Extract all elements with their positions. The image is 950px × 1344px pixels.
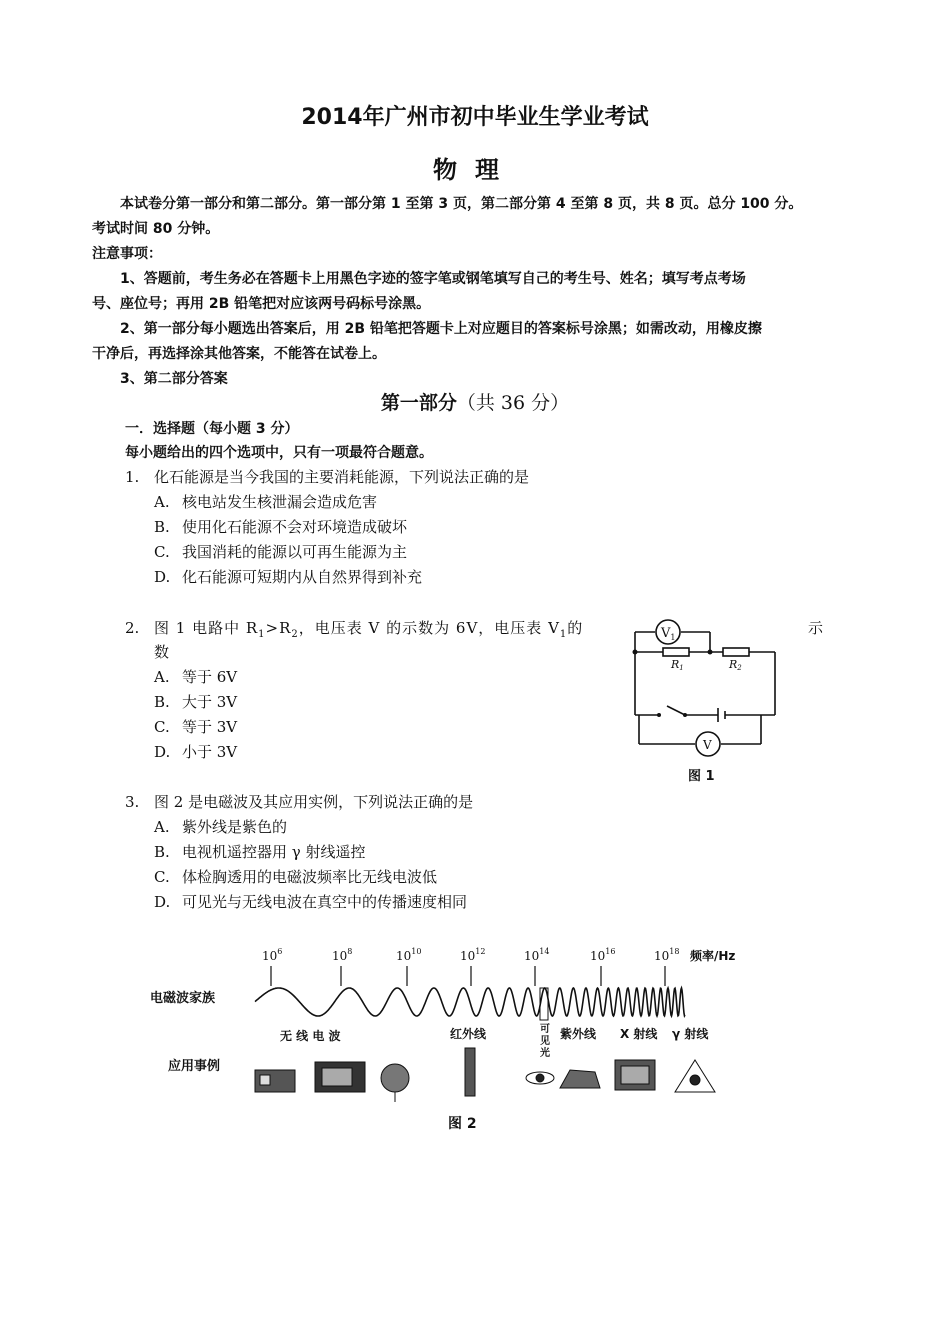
part1-score: （共 36 分） bbox=[456, 392, 570, 414]
option-d[interactable] bbox=[154, 740, 237, 765]
option-text: 等于 6V bbox=[182, 668, 238, 686]
svg-text:V: V bbox=[703, 738, 712, 752]
band-radio: 无 线 电 波 bbox=[280, 1029, 341, 1043]
band-gamma: γ 射线 bbox=[672, 1027, 709, 1041]
option-text: 核电站发生核泄漏会造成危害 bbox=[182, 493, 378, 511]
intro-line2: 考试时间 80 分钟。 bbox=[92, 221, 220, 237]
band-uv: 紫外线 bbox=[560, 1027, 597, 1041]
freq-label: $10^{18}$ bbox=[654, 947, 680, 963]
figure-2-spectrum bbox=[130, 930, 770, 1140]
part1-title: 第一部分 bbox=[380, 392, 457, 414]
band-infrared: 红外线 bbox=[450, 1027, 487, 1041]
option-c[interactable] bbox=[154, 715, 237, 740]
option-text: 电视机遥控器用 γ 射线遥控 bbox=[182, 843, 366, 861]
option-text: 可见光与无线电波在真空中的传播速度相同 bbox=[182, 893, 468, 911]
remote-control-icon bbox=[465, 1048, 475, 1096]
question-text: 图 1 电路中 $R_1>R_2$，电压表 V 的示数为 6V，电压表 $V_1$的 bbox=[154, 619, 584, 640]
band-visible: 光 bbox=[540, 1048, 550, 1059]
part1-heading bbox=[0, 388, 950, 415]
freq-label: $10^{10}$ bbox=[396, 947, 422, 963]
subject-title: 物理 bbox=[433, 156, 517, 184]
option-letter: C. bbox=[154, 718, 170, 736]
option-letter: A. bbox=[154, 668, 170, 686]
option-a[interactable] bbox=[154, 815, 287, 840]
option-letter: C. bbox=[154, 868, 170, 886]
option-a[interactable] bbox=[154, 665, 237, 690]
section-instruction: 每小题给出的四个选项中，只有一项最符合题意。 bbox=[125, 445, 433, 461]
option-letter: D. bbox=[154, 568, 171, 586]
option-letter: A. bbox=[154, 818, 170, 836]
note1-line2: 号、座位号；再用 2B 铅笔把对应该两号码标号涂黑。 bbox=[92, 296, 431, 312]
freq-label: $10^{12}$ bbox=[460, 947, 486, 963]
option-text: 等于 3V bbox=[182, 718, 238, 736]
option-letter: D. bbox=[154, 893, 171, 911]
question-text: 图 2 是电磁波及其应用实例，下列说法正确的是 bbox=[154, 793, 474, 811]
freq-unit-label: 频率/Hz bbox=[690, 949, 736, 963]
band-visible: 可 bbox=[540, 1024, 550, 1035]
freq-label: $10^8$ bbox=[332, 947, 353, 963]
freq-label: $10^6$ bbox=[262, 947, 283, 963]
option-d[interactable] bbox=[154, 565, 422, 590]
option-letter: B. bbox=[154, 518, 170, 536]
question-number: 2. bbox=[125, 619, 140, 637]
freq-label: $10^{16}$ bbox=[590, 947, 616, 963]
intro-line1: 本试卷分第一部分和第二部分。第一部分第 1 至第 3 页，第二部分第 4 至第 8 页，共 8 页。总分 100 分。 bbox=[120, 196, 803, 212]
option-text: 我国消耗的能源以可再生能源为主 bbox=[182, 543, 408, 561]
option-letter: A. bbox=[154, 493, 170, 511]
note2-line1: 2、第一部分每小题选出答案后，用 2B 铅笔把答题卡上对应题目的答案标号涂黑；如需改动，用橡皮擦 bbox=[120, 321, 762, 337]
option-text: 体检胸透用的电磁波频率比无线电波低 bbox=[182, 868, 438, 886]
exam-title: 2014年广州市初中毕业生学业考试 bbox=[301, 105, 649, 130]
svg-text:R2: R2 bbox=[729, 658, 742, 672]
option-text: 化石能源可短期内从自然界得到补充 bbox=[182, 568, 423, 586]
question-text-line2: 数 bbox=[154, 643, 170, 661]
satellite-dish-icon bbox=[381, 1064, 409, 1092]
option-c[interactable] bbox=[154, 865, 437, 890]
option-c[interactable] bbox=[154, 540, 407, 565]
option-b[interactable] bbox=[154, 840, 366, 865]
band-visible: 见 bbox=[540, 1036, 550, 1047]
row-label-wave: 电磁波家族 bbox=[150, 991, 216, 1006]
option-b[interactable] bbox=[154, 690, 237, 715]
note3: 3、第二部分答案 bbox=[120, 371, 228, 387]
option-a[interactable] bbox=[154, 490, 377, 515]
wave-curve bbox=[255, 988, 685, 1016]
question-text-continued: 示 bbox=[808, 619, 824, 637]
option-text: 大于 3V bbox=[182, 693, 238, 711]
banknote-detector-icon bbox=[560, 1070, 600, 1088]
option-text: 使用化石能源不会对环境造成破坏 bbox=[182, 518, 408, 536]
question-text: 化石能源是当今我国的主要消耗能源，下列说法正确的是 bbox=[154, 468, 530, 486]
note1-line1: 1、答题前，考生务必在答题卡上用黑色字迹的签字笔或钢笔填写自己的考生号、姓名；填写考点考场 bbox=[120, 271, 746, 287]
option-b[interactable] bbox=[154, 515, 407, 540]
question-number: 3. bbox=[125, 793, 140, 811]
option-letter: C. bbox=[154, 543, 170, 561]
note2-line2: 干净后，再选择涂其他答案，不能答在试卷上。 bbox=[92, 346, 386, 362]
svg-text:V1: $V_1$ bbox=[661, 626, 676, 642]
freq-label: $10^{14}$ bbox=[524, 947, 550, 963]
figure-1-caption: 图 1 bbox=[688, 769, 715, 784]
option-letter: B. bbox=[154, 693, 170, 711]
notes-title: 注意事项： bbox=[92, 246, 162, 262]
resistor-r2 bbox=[723, 648, 749, 656]
band-xray: X 射线 bbox=[620, 1027, 658, 1041]
option-text: 小于 3V bbox=[182, 743, 238, 761]
resistor-r1 bbox=[663, 648, 689, 656]
option-text: 紫外线是紫色的 bbox=[182, 818, 288, 836]
question-number: 1. bbox=[125, 468, 140, 486]
figure-2-caption: 图 2 bbox=[448, 1116, 477, 1132]
option-letter: B. bbox=[154, 843, 170, 861]
option-letter: D. bbox=[154, 743, 171, 761]
row-label-app: 应用事例 bbox=[168, 1059, 221, 1074]
figure-1-circuit bbox=[625, 612, 790, 787]
option-d[interactable] bbox=[154, 890, 467, 915]
svg-text:R1: R1 bbox=[671, 658, 684, 672]
section-title: 一．选择题（每小题 3 分） bbox=[125, 421, 299, 437]
